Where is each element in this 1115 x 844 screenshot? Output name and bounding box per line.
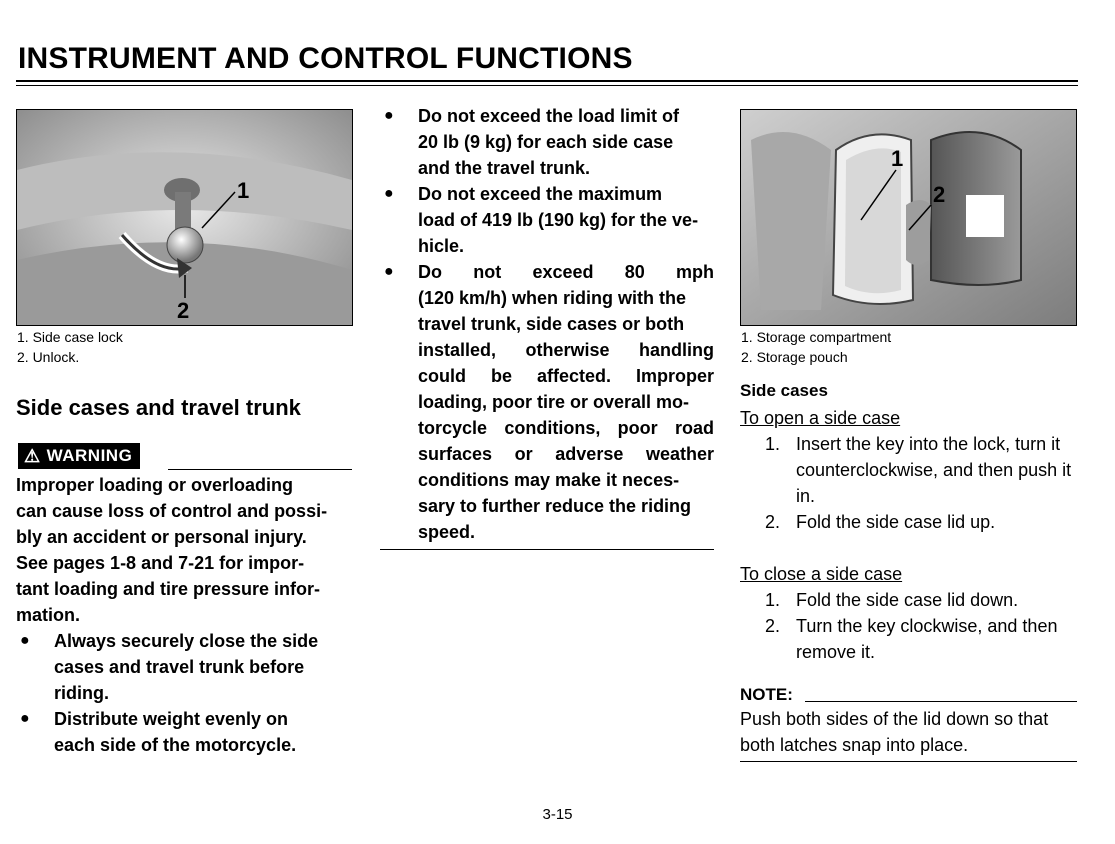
header-rule xyxy=(16,80,1078,82)
open-step xyxy=(740,431,1080,509)
step-number: 1. xyxy=(764,434,780,454)
step-line: in. xyxy=(796,486,816,506)
side-case-lock-illustration xyxy=(17,110,352,325)
bullet-line: sary to further reduce the riding xyxy=(418,496,692,516)
warning-line: See pages 1-8 and 7-21 for impor- xyxy=(16,553,305,573)
bullet-line: Do not exceed the load limit of xyxy=(418,106,680,126)
bullet-line: speed. xyxy=(418,522,476,542)
bullet-line: loading, poor tire or overall mo- xyxy=(418,392,690,412)
page-title: INSTRUMENT AND CONTROL FUNCTIONS xyxy=(18,42,633,75)
step-number: 1. xyxy=(764,590,780,610)
bullet-line: Do not exceed the maximum xyxy=(418,184,663,204)
warning-rule xyxy=(168,469,352,470)
close-step xyxy=(740,587,1080,613)
bullet-line: Always securely close the side xyxy=(54,631,319,651)
bullet-line: installed, otherwise handling xyxy=(418,340,714,360)
warning-bullet xyxy=(16,628,352,706)
warning-badge xyxy=(18,443,140,469)
figure2-callout-2: 2 xyxy=(933,182,946,207)
close-step xyxy=(740,613,1080,665)
bullet-line: could be affected. Improper xyxy=(418,366,714,386)
bullet-icon: ● xyxy=(384,263,394,280)
step-line: Fold the side case lid up. xyxy=(796,512,996,532)
warning-bullet xyxy=(380,259,714,545)
warning-line: can cause loss of control and possi- xyxy=(16,501,328,521)
step-line: Insert the key into the lock, turn it xyxy=(796,434,1061,454)
warning-bullet xyxy=(380,103,714,181)
figure2-callout-1: 1 xyxy=(891,146,904,171)
step-line: Fold the side case lid down. xyxy=(796,590,1019,610)
storage-compartment-illustration xyxy=(741,110,1076,325)
note-end-rule xyxy=(740,761,1077,762)
figure2-caption-item: 1. Storage compartment xyxy=(741,329,892,345)
section-title: Side cases and travel trunk xyxy=(16,395,301,420)
figure1-caption-item: 2. Unlock. xyxy=(17,349,80,365)
close-title: To close a side case xyxy=(740,564,903,584)
page-number: 3-15 xyxy=(542,806,573,823)
note-line: both latches snap into place. xyxy=(740,735,969,755)
bullet-line: (120 km/h) when riding with the xyxy=(418,288,687,308)
warning-bullet xyxy=(16,706,352,758)
figure1-caption-item: 1. Side case lock xyxy=(17,329,123,345)
note-text xyxy=(740,706,1080,758)
bullet-line: load of 419 lb (190 kg) for the ve- xyxy=(418,210,699,230)
bullet-line: surfaces or adverse weather xyxy=(418,444,714,464)
figure1-callout-1: 1 xyxy=(237,178,250,203)
figure2-caption xyxy=(741,327,891,367)
figure1-caption xyxy=(17,327,123,367)
open-step xyxy=(740,509,1080,535)
warning-body xyxy=(16,472,352,758)
figure2-caption-item: 2. Storage pouch xyxy=(741,349,848,365)
warning-triangle-icon: ⚠ xyxy=(24,445,41,466)
step-number: 2. xyxy=(764,512,780,532)
storage-compartment-photo xyxy=(740,109,1077,326)
bullet-line: riding. xyxy=(54,683,109,703)
step-line: Turn the key clockwise, and then xyxy=(796,616,1058,636)
step-number: 2. xyxy=(764,616,780,636)
open-title: To open a side case xyxy=(740,408,901,428)
bullet-line: conditions may make it neces- xyxy=(418,470,680,490)
side-case-lock-photo xyxy=(16,109,353,326)
bullet-line: each side of the motorcycle. xyxy=(54,735,297,755)
bullet-line: torcycle conditions, poor road xyxy=(418,418,714,438)
bullet-line: cases and travel trunk before xyxy=(54,657,305,677)
side-cases-title: Side cases xyxy=(740,381,828,400)
note-rule xyxy=(805,701,1077,702)
warning-line: mation. xyxy=(16,605,81,625)
bullet-icon: ● xyxy=(384,107,394,124)
bullet-line: travel trunk, side cases or both xyxy=(418,314,685,334)
bullet-line: and the travel trunk. xyxy=(418,158,591,178)
warning-end-rule xyxy=(380,549,714,550)
bullet-icon: ● xyxy=(20,632,30,649)
bullet-line: Do not exceed 80 mph xyxy=(418,262,714,282)
note-label: NOTE: xyxy=(740,685,793,704)
warning-body-continued xyxy=(380,103,714,545)
bullet-line: hicle. xyxy=(418,236,465,256)
header-rule-thin xyxy=(16,85,1078,86)
step-line: counterclockwise, and then push it xyxy=(796,460,1072,480)
close-instructions xyxy=(740,561,1080,665)
warning-line: bly an accident or personal injury. xyxy=(16,527,307,547)
step-line: remove it. xyxy=(796,642,876,662)
bullet-line: Distribute weight evenly on xyxy=(54,709,289,729)
figure1-callout-2: 2 xyxy=(177,298,190,323)
warning-bullet xyxy=(380,181,714,259)
warning-line: Improper loading or overloading xyxy=(16,475,294,495)
warning-line: tant loading and tire pressure infor- xyxy=(16,579,321,599)
bullet-icon: ● xyxy=(20,710,30,727)
bullet-line: 20 lb (9 kg) for each side case xyxy=(418,132,674,152)
warning-label: WARNING xyxy=(46,446,133,465)
open-instructions xyxy=(740,405,1080,535)
bullet-icon: ● xyxy=(384,185,394,202)
note-line: Push both sides of the lid down so that xyxy=(740,709,1049,729)
